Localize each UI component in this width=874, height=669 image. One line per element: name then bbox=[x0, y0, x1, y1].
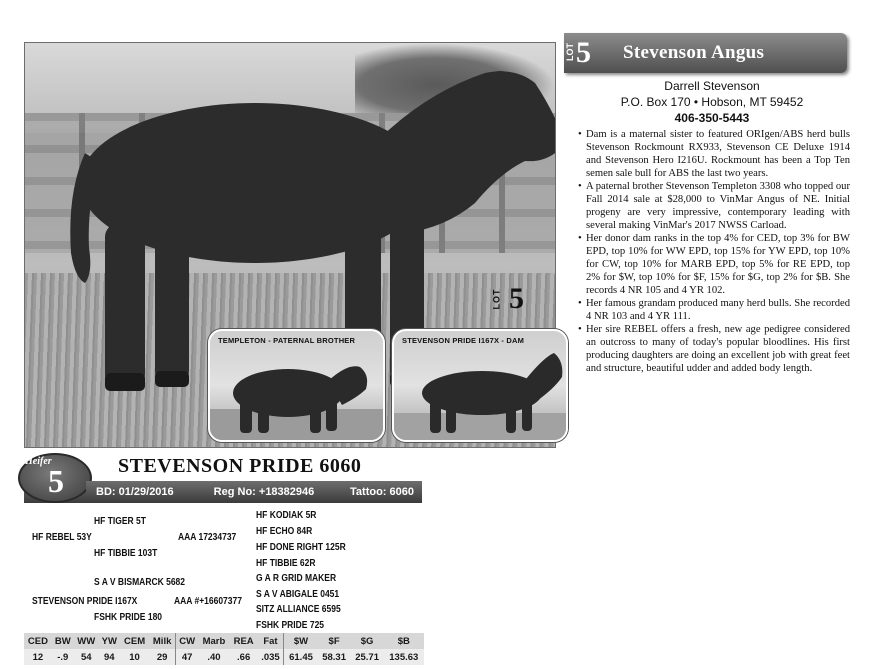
epd-value: .40 bbox=[207, 651, 221, 663]
cow-silhouette bbox=[394, 331, 568, 442]
epd-value: 54 bbox=[80, 651, 92, 663]
epd-header: $W bbox=[284, 633, 318, 649]
pedigree-ss-dam: HF ECHO 84R bbox=[256, 526, 313, 537]
tattoo: Tattoo: 6060 bbox=[350, 486, 414, 498]
epd-header: $B bbox=[397, 635, 410, 647]
description-list bbox=[578, 128, 850, 375]
owner-address: P.O. Box 170 • Hobson, MT 59452 bbox=[620, 95, 804, 109]
epd-value: 135.63 bbox=[389, 651, 419, 663]
description-item: • Her famous grandam produced many herd bulls. She recorded 4 NR 103 and 4 YR 111. bbox=[578, 297, 850, 323]
info-bar bbox=[86, 481, 422, 503]
epd-value-row bbox=[24, 649, 424, 665]
epd-header: REA bbox=[233, 635, 254, 647]
pedigree-ds-sire: G A R GRID MAKER bbox=[256, 573, 337, 584]
inset-caption-paternal-brother: TEMPLETON - PATERNAL BROTHER bbox=[218, 336, 356, 345]
epd-header: Fat bbox=[263, 635, 278, 647]
epd-header: $F bbox=[328, 635, 340, 647]
pedigree-sd-sire: HF DONE RIGHT 125R bbox=[256, 542, 346, 553]
epd-value: 12 bbox=[32, 651, 44, 663]
owner-name: Darrell Stevenson bbox=[664, 79, 760, 93]
pedigree-dd-dam: FSHK PRIDE 725 bbox=[256, 620, 325, 631]
pedigree-sd-dam: HF TIBBIE 62R bbox=[256, 558, 316, 569]
photo-lot-word: LOT bbox=[491, 288, 502, 310]
header-lot-word: LOT bbox=[565, 43, 575, 61]
description-item: • A paternal brother Stevenson Templeton 3308 who topped our Fall 2014 sale at $28,000 to VinMar Angus of NE. Initial progeny are very impressive, contemporary leading with several making VinMar's 2017 NWSS Carload. bbox=[578, 180, 850, 232]
epd-header: CED bbox=[27, 635, 48, 647]
pedigree-dam: STEVENSON PRIDE I167X bbox=[32, 596, 138, 607]
pedigree-ds-dam: S A V ABIGALE 0451 bbox=[256, 589, 340, 600]
epd-header: Milk bbox=[152, 635, 172, 647]
epd-header: $G bbox=[360, 635, 374, 647]
pedigree-sire: HF REBEL 53Y bbox=[32, 532, 92, 543]
epd-value: 25.71 bbox=[355, 651, 379, 663]
epd-header: CEM bbox=[124, 635, 146, 647]
epd-header: CW bbox=[176, 633, 199, 649]
heifer-badge bbox=[18, 453, 92, 503]
bull-silhouette bbox=[210, 331, 385, 442]
inset-caption-dam: STEVENSON PRIDE I167X - DAM bbox=[402, 336, 525, 345]
owner-phone: 406-350-5443 bbox=[674, 111, 750, 125]
owner-block bbox=[574, 78, 850, 126]
epd-header: BW bbox=[54, 635, 71, 647]
description-item: • Her sire REBEL offers a fresh, new age pedigree considered an outcross to many of today's popular bloodlines. His first producing daughters are doing an excellent job with great feet and structure, beautiful udder and added body length. bbox=[578, 323, 850, 375]
epd-value: 94 bbox=[104, 651, 115, 663]
inset-photo-dam bbox=[392, 329, 568, 442]
pedigree-dam-sire: S A V BISMARCK 5682 bbox=[94, 577, 186, 588]
registration-number: Reg No: +18382946 bbox=[213, 486, 315, 498]
inset-photo-paternal-brother bbox=[208, 329, 385, 442]
pedigree-dd-sire: SITZ ALLIANCE 6595 bbox=[256, 604, 341, 615]
pedigree-sire-reg: AAA 17234737 bbox=[178, 532, 237, 543]
epd-header: Marb bbox=[202, 635, 226, 647]
description-item: • Dam is a maternal sister to featured ORIgen/ABS herd bulls Stevenson Rockmount RX933, Stevenson CE Deluxe 1914 and Stevenson Hero I216U. Rockmount has been a Top Ten semen sale bull for ABS the last two years. bbox=[578, 128, 850, 180]
header-lot-number: 5 bbox=[576, 36, 591, 69]
epd-value: 58.31 bbox=[322, 651, 346, 663]
pedigree-dam-dam: FSHK PRIDE 180 bbox=[94, 612, 163, 623]
epd-header-row bbox=[24, 633, 424, 649]
animal-name: STEVENSON PRIDE 6060 bbox=[118, 455, 362, 477]
epd-value: 10 bbox=[129, 651, 140, 663]
epd-value: 47 bbox=[176, 649, 199, 665]
pedigree-sire-dam: HF TIBBIE 103T bbox=[94, 548, 158, 559]
birth-date: BD: 01/29/2016 bbox=[96, 486, 174, 498]
epd-table bbox=[24, 633, 424, 665]
epd-header: YW bbox=[101, 635, 117, 647]
epd-header: WW bbox=[77, 635, 96, 647]
pedigree-sire-sire: HF TIGER 5T bbox=[94, 516, 146, 527]
photo-lot-mark bbox=[486, 282, 524, 316]
epd-value: 61.45 bbox=[284, 649, 318, 665]
ranch-name: Stevenson Angus bbox=[623, 42, 765, 63]
epd-value: 29 bbox=[156, 651, 168, 663]
badge-class: Heifer bbox=[25, 456, 52, 467]
ranch-header bbox=[564, 33, 847, 73]
pedigree-ss-sire: HF KODIAK 5R bbox=[256, 510, 317, 521]
photo-lot-number: 5 bbox=[509, 282, 524, 315]
badge-lot-number: 5 bbox=[48, 463, 64, 499]
epd-value: .035 bbox=[261, 651, 280, 663]
epd-value: .66 bbox=[237, 651, 251, 663]
epd-value: -.9 bbox=[57, 651, 69, 663]
pedigree-dam-reg: AAA #+16607377 bbox=[174, 596, 242, 607]
description-item: • Her donor dam ranks in the top 4% for CED, top 3% for BW EPD, top 10% for WW EPD, top 15% for YW EPD, top 10% for CW, top 10% for MARB EPD, top 5% for RE EPD, top 2% for $W, top 10% for $F, 15% for $G, top 2% for $B. She records 4 NR 105 and 4 YR 102. bbox=[578, 232, 850, 297]
